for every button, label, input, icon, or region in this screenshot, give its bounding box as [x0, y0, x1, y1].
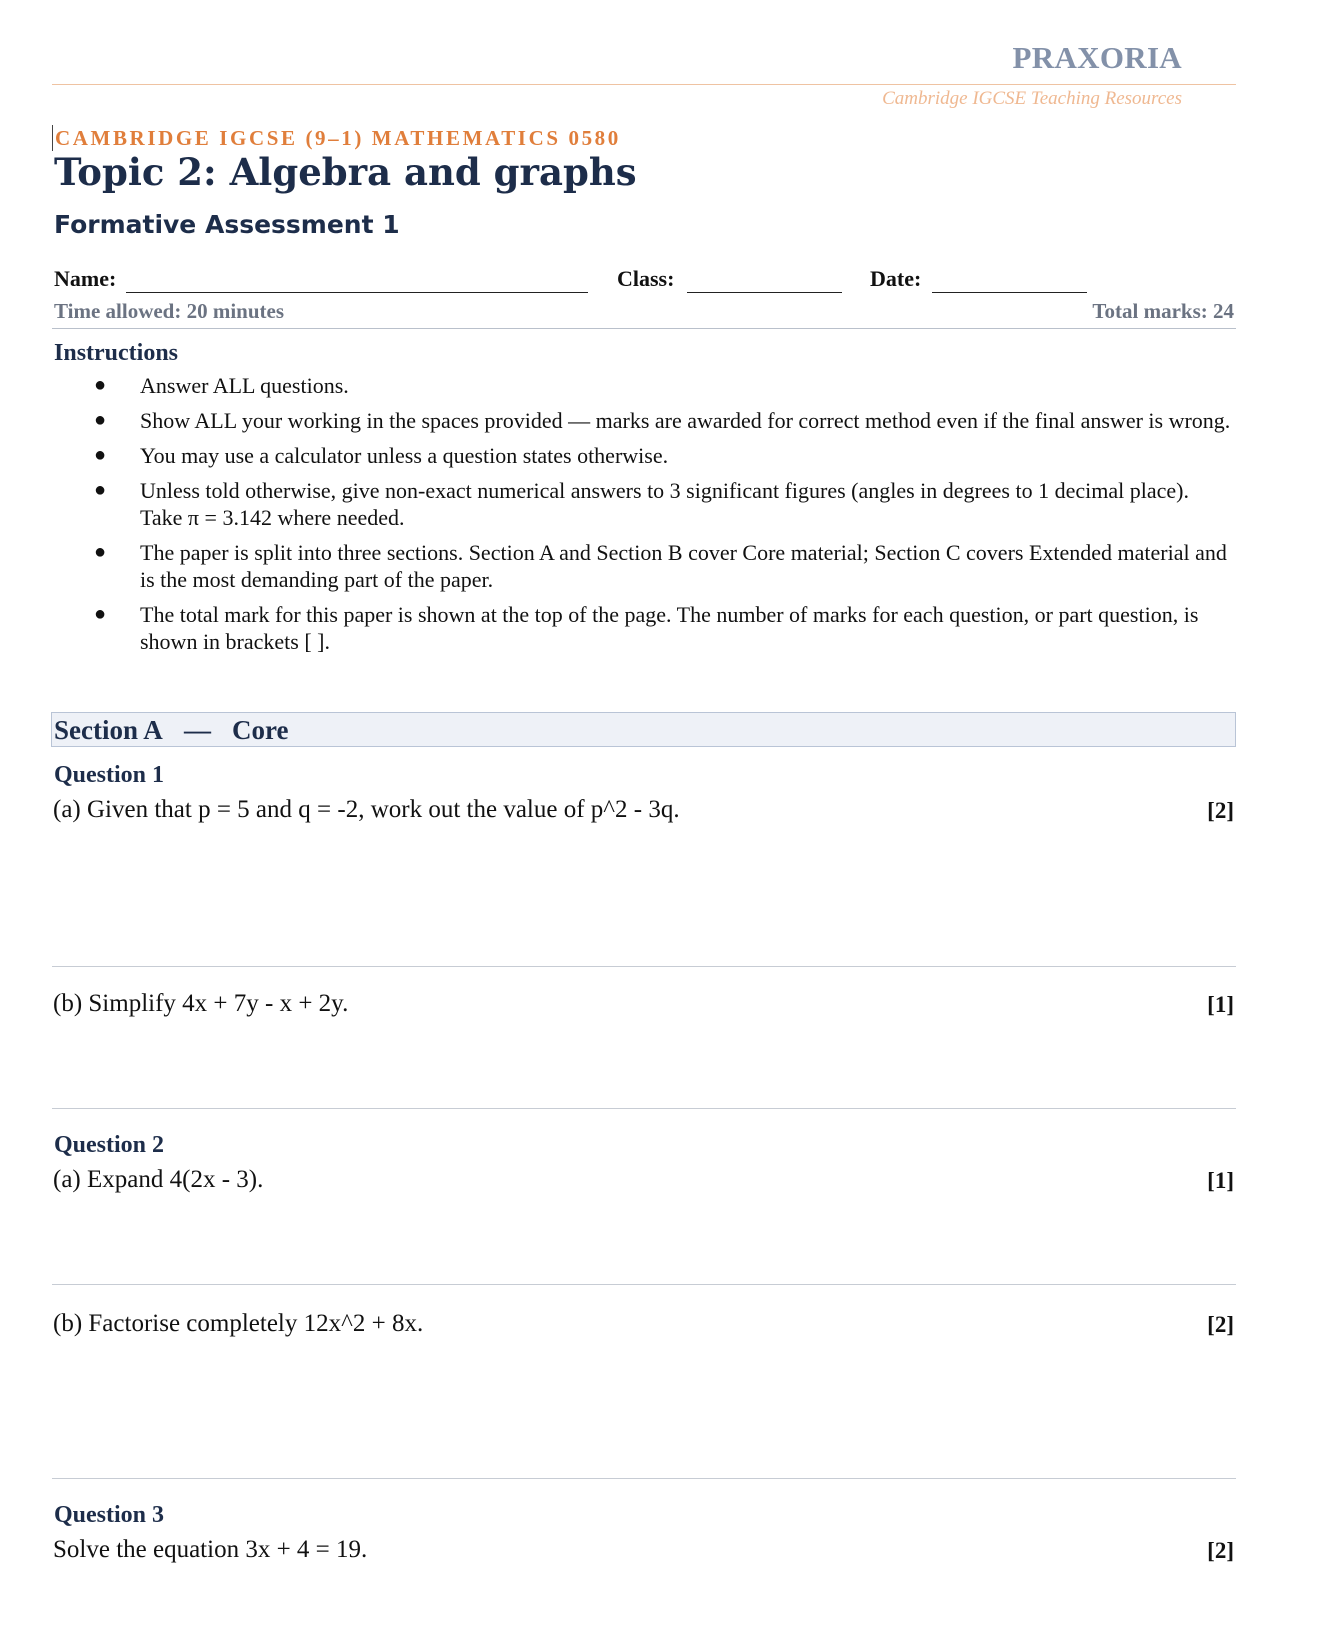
question-1b-text: (b) Simplify 4x + 7y - x + 2y.	[53, 990, 349, 1017]
header-rule	[52, 84, 1236, 85]
section-name: Section A	[54, 715, 163, 745]
bullet-icon: ●	[94, 374, 107, 396]
bullet-icon: ●	[94, 409, 107, 431]
question-2b-text: (b) Factorise completely 12x^2 + 8x.	[53, 1310, 424, 1337]
answer-space-divider	[52, 966, 1236, 967]
instruction-item: ● The total mark for this paper is shown at the top of the page. The number of marks for each question, or part question, is shown in brackets [ ].	[94, 602, 1199, 654]
question-1a-text: (a) Given that p = 5 and q = -2, work out the value of p^2 - 3q.	[53, 796, 680, 823]
instruction-item: ● Show ALL your working in the spaces provided — marks are awarded for correct method even if the final answer is wrong.	[94, 408, 1231, 433]
instruction-item: ● Unless told otherwise, give non-exact numerical answers to 3 significant figures (angles in degrees to 1 decimal place). Take π = 3.142 where needed.	[94, 478, 1189, 530]
name-field[interactable]	[126, 264, 588, 293]
date-label: Date:	[870, 266, 922, 291]
page-title: Topic 2: Algebra and graphs	[54, 150, 637, 194]
question-3-heading: Question 3	[54, 1502, 165, 1528]
bullet-icon: ●	[94, 541, 107, 563]
question-3-text: Solve the equation 3x + 4 = 19.	[53, 1536, 368, 1563]
instructions-list	[54, 372, 1234, 663]
section-label: Core	[232, 715, 289, 745]
class-field[interactable]	[687, 264, 842, 293]
instruction-item: ● You may use a calculator unless a question states otherwise.	[94, 443, 669, 468]
assessment-subtitle: Formative Assessment 1	[54, 210, 400, 239]
question-1b-marks: [1]	[1207, 992, 1234, 1017]
question-2b-marks: [2]	[1207, 1312, 1234, 1337]
bullet-icon: ●	[94, 603, 107, 625]
section-a-header	[51, 712, 1236, 747]
bullet-icon: ●	[94, 479, 107, 501]
meta-divider	[52, 328, 1236, 329]
question-2a-text: (a) Expand 4(2x - 3).	[53, 1166, 264, 1193]
instruction-item: ● Answer ALL questions.	[94, 373, 349, 398]
answer-space-divider	[52, 1478, 1236, 1479]
answer-space-divider	[52, 1108, 1236, 1109]
brand-name: PRAXORIA	[1012, 40, 1182, 75]
instructions-heading: Instructions	[54, 340, 179, 366]
total-marks: Total marks: 24	[1092, 299, 1234, 323]
question-1a-marks: [2]	[1207, 798, 1234, 823]
name-label: Name:	[54, 266, 117, 291]
brand-tagline: Cambridge IGCSE Teaching Resources	[882, 88, 1182, 109]
date-field[interactable]	[932, 264, 1087, 293]
instruction-item: ● The paper is split into three sections. Section A and Section B cover Core material; Section C covers Extended material and is the most demanding part of the paper.	[94, 540, 1227, 592]
question-2a-marks: [1]	[1207, 1168, 1234, 1193]
time-allowed: Time allowed: 20 minutes	[54, 299, 285, 323]
bullet-icon: ●	[94, 444, 107, 466]
course-code: CAMBRIDGE IGCSE (9–1) MATHEMATICS 0580	[52, 125, 621, 151]
question-3-marks: [2]	[1207, 1538, 1234, 1563]
answer-space-divider	[52, 1284, 1236, 1285]
section-dash: —	[184, 715, 211, 745]
question-2-heading: Question 2	[54, 1132, 165, 1158]
question-1-heading: Question 1	[54, 762, 165, 788]
class-label: Class:	[617, 266, 675, 291]
